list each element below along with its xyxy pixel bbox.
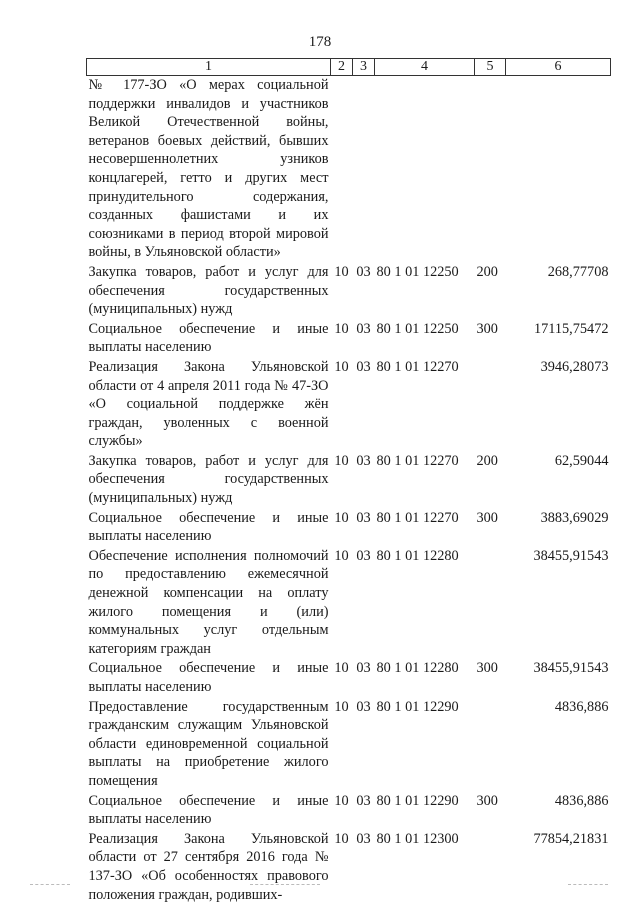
table-row	[87, 830, 611, 905]
cell-target-article: 80 1 01 12280	[376, 547, 459, 564]
col-header-name: 1	[87, 59, 331, 76]
table-row	[87, 509, 611, 547]
cell-target-article	[375, 76, 475, 263]
cell-expense-type: 300	[476, 660, 498, 677]
cell-section: 10	[334, 358, 349, 375]
cell-expense-type	[475, 358, 506, 452]
cell-name: Закупка товаров, работ и услуг для обеспечения государственных (муниципальных) нужд	[88, 263, 329, 318]
cell-target-article: 80 1 01 12270	[376, 509, 459, 526]
cell-name: Социальное обеспечение и иные выплаты населению	[88, 660, 329, 695]
col-header-subsection: 3	[353, 59, 375, 76]
cell-section: 10	[334, 792, 349, 809]
cell-section: 10	[334, 509, 349, 526]
cell-section: 10	[334, 698, 349, 715]
cell-amount: 3883,69029	[540, 509, 609, 526]
cell-amount: 38455,91543	[533, 660, 609, 677]
table-row	[87, 452, 611, 509]
cell-target-article: 80 1 01 12280	[376, 660, 459, 677]
cell-expense-type	[475, 76, 506, 263]
table-row	[87, 792, 611, 830]
cell-expense-type: 300	[476, 320, 498, 337]
cell-amount: 4836,886	[554, 698, 609, 715]
cell-target-article: 80 1 01 12290	[376, 698, 459, 715]
cell-subsection	[353, 76, 375, 263]
cell-section: 10	[334, 452, 349, 469]
cell-expense-type: 300	[476, 509, 498, 526]
cell-name: Обеспечение исполнения полномочий по предоставлению ежемесячной денежной компенсации на оплату жилого помещения и (или) коммунальных услуг отдельным категориям граждан	[88, 547, 329, 657]
cell-subsection: 03	[356, 660, 371, 677]
col-header-amount: 6	[506, 59, 611, 76]
cell-target-article: 80 1 01 12270	[376, 358, 459, 375]
table-row	[87, 698, 611, 792]
cell-amount: 62,59044	[554, 452, 609, 469]
cell-amount: 17115,75472	[533, 320, 609, 337]
page-number: 178	[308, 34, 332, 50]
cell-expense-type	[475, 698, 506, 792]
cell-name: Реализация Закона Ульяновской области от 27 сентября 2016 года № 137-ЗО «Об особенностях правового положения граждан, родивших-	[88, 830, 329, 903]
table-row	[87, 547, 611, 660]
cell-target-article: 80 1 01 12250	[376, 263, 459, 280]
col-header-target-article: 4	[375, 59, 475, 76]
table-row	[87, 358, 611, 452]
cell-amount: 3946,28073	[540, 358, 609, 375]
cell-expense-type	[475, 830, 506, 905]
cell-subsection: 03	[356, 698, 371, 715]
cell-name: Социальное обеспечение и иные выплаты населению	[88, 792, 329, 828]
scan-artifact-line	[568, 884, 608, 885]
cell-name: Социальное обеспечение и иные выплаты населению	[88, 320, 329, 356]
cell-amount: 77854,21831	[533, 830, 609, 847]
cell-amount: 38455,91543	[533, 547, 609, 564]
cell-amount: 4836,886	[554, 792, 609, 809]
cell-expense-type	[475, 547, 506, 660]
cell-target-article: 80 1 01 12290	[376, 792, 459, 809]
cell-section: 10	[334, 320, 349, 337]
cell-name: Социальное обеспечение и иные выплаты населению	[88, 509, 329, 545]
cell-name: Закупка товаров, работ и услуг для обеспечения государственных (муниципальных) нужд	[88, 452, 329, 507]
cell-amount: 268,77708	[547, 263, 609, 280]
table-row	[87, 76, 611, 263]
cell-subsection: 03	[356, 452, 371, 469]
cell-subsection: 03	[356, 263, 371, 280]
cell-name: Предоставление государственным гражданским служащим Ульяновской области единовременной социальной выплаты на приобретение жилого помещения	[88, 698, 329, 789]
cell-name: № 177-ЗО «О мерах социальной поддержки инвалидов и участников Великой Отечественной войны, ветеранов боевых действий, бывших несовершеннолетних узников концлагерей, гетто и других мест принудительного содержания, созданных фашистами и их союзниками в период второй мировой войны, в Ульяновской области»	[88, 77, 329, 261]
col-header-section: 2	[331, 59, 353, 76]
cell-target-article: 80 1 01 12270	[376, 452, 459, 469]
col-header-expense-type: 5	[475, 59, 506, 76]
cell-subsection: 03	[356, 830, 371, 847]
table-row	[87, 659, 611, 697]
cell-target-article: 80 1 01 12300	[376, 830, 459, 847]
cell-subsection: 03	[356, 358, 371, 375]
cell-section: 10	[334, 660, 349, 677]
scan-artifact-line	[250, 884, 320, 885]
cell-expense-type: 200	[476, 263, 498, 280]
cell-section: 10	[334, 547, 349, 564]
cell-amount	[506, 76, 611, 263]
header-row	[87, 59, 611, 76]
budget-table	[86, 58, 611, 905]
cell-subsection: 03	[356, 320, 371, 337]
cell-expense-type: 300	[476, 792, 498, 809]
cell-subsection: 03	[356, 509, 371, 526]
cell-section: 10	[334, 830, 349, 847]
scan-artifact-line	[30, 884, 70, 885]
cell-subsection: 03	[356, 547, 371, 564]
cell-target-article: 80 1 01 12250	[376, 320, 459, 337]
cell-section: 10	[334, 263, 349, 280]
cell-section	[331, 76, 353, 263]
table-row	[87, 263, 611, 320]
table-row	[87, 320, 611, 358]
cell-name: Реализация Закона Ульяновской области от 4 апреля 2011 года № 47-ЗО «О социальной поддержке жён граждан, уволенных с военной службы»	[88, 358, 329, 450]
cell-subsection: 03	[356, 792, 371, 809]
cell-expense-type: 200	[476, 452, 498, 469]
